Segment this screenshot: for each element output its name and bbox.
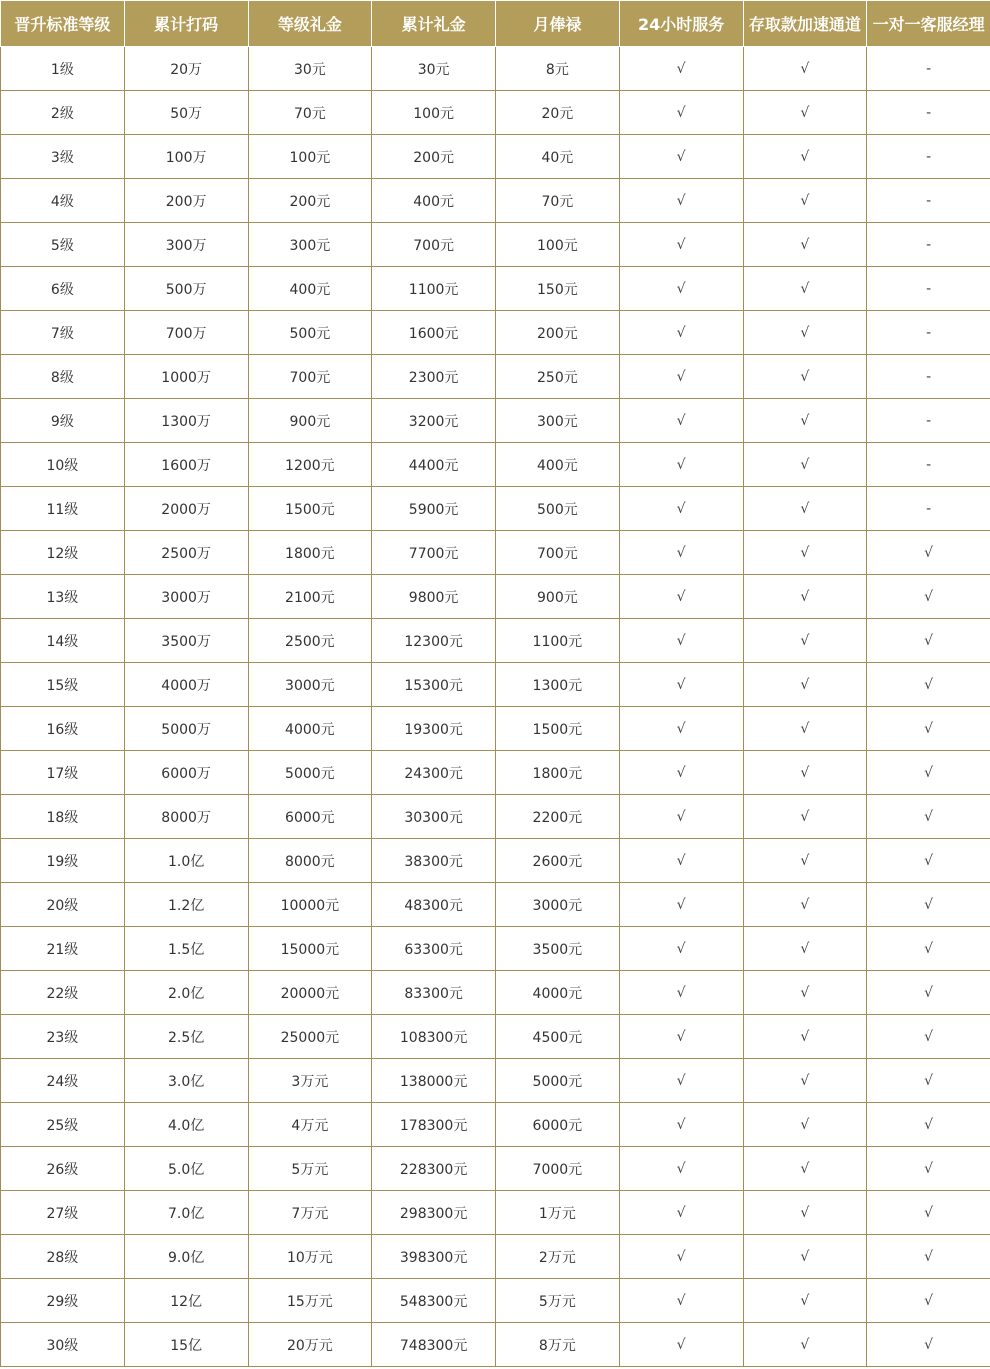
- personal-manager-cell: √: [867, 531, 990, 575]
- cumulative-bet-cell: 9.0亿: [124, 1235, 248, 1279]
- header-fast-channel: 存取款加速通道: [743, 1, 867, 47]
- service-24h-cell: √: [619, 795, 743, 839]
- monthly-salary-cell: 4500元: [496, 1015, 620, 1059]
- level-cell: 12级: [1, 531, 125, 575]
- table-row: [1, 663, 990, 707]
- monthly-salary-cell: 5万元: [496, 1279, 620, 1323]
- service-24h-cell: √: [619, 531, 743, 575]
- level-cell: 28级: [1, 1235, 125, 1279]
- service-24h-cell: √: [619, 707, 743, 751]
- level-cell: 29级: [1, 1279, 125, 1323]
- level-cell: 23级: [1, 1015, 125, 1059]
- level-cell: 13级: [1, 575, 125, 619]
- fast-channel-cell: √: [743, 311, 867, 355]
- level-bonus-cell: 20000元: [248, 971, 372, 1015]
- level-cell: 1级: [1, 47, 125, 91]
- service-24h-cell: √: [619, 1235, 743, 1279]
- cumulative-bet-cell: 5000万: [124, 707, 248, 751]
- cumulative-bet-cell: 3000万: [124, 575, 248, 619]
- fast-channel-cell: √: [743, 399, 867, 443]
- cumulative-bonus-cell: 9800元: [372, 575, 496, 619]
- cumulative-bonus-cell: 19300元: [372, 707, 496, 751]
- level-cell: 3级: [1, 135, 125, 179]
- cumulative-bet-cell: 4000万: [124, 663, 248, 707]
- fast-channel-cell: √: [743, 1059, 867, 1103]
- cumulative-bonus-cell: 748300元: [372, 1323, 496, 1367]
- monthly-salary-cell: 1800元: [496, 751, 620, 795]
- service-24h-cell: √: [619, 839, 743, 883]
- cumulative-bet-cell: 1300万: [124, 399, 248, 443]
- level-bonus-cell: 20万元: [248, 1323, 372, 1367]
- level-bonus-cell: 2500元: [248, 619, 372, 663]
- table-row: [1, 91, 990, 135]
- fast-channel-cell: √: [743, 1191, 867, 1235]
- monthly-salary-cell: 8元: [496, 47, 620, 91]
- service-24h-cell: √: [619, 751, 743, 795]
- level-bonus-cell: 900元: [248, 399, 372, 443]
- monthly-salary-cell: 900元: [496, 575, 620, 619]
- table-row: [1, 311, 990, 355]
- service-24h-cell: √: [619, 619, 743, 663]
- table-row: [1, 1015, 990, 1059]
- monthly-salary-cell: 5000元: [496, 1059, 620, 1103]
- cumulative-bet-cell: 3.0亿: [124, 1059, 248, 1103]
- personal-manager-cell: √: [867, 795, 990, 839]
- level-cell: 16级: [1, 707, 125, 751]
- cumulative-bet-cell: 1.5亿: [124, 927, 248, 971]
- monthly-salary-cell: 4000元: [496, 971, 620, 1015]
- level-cell: 8级: [1, 355, 125, 399]
- service-24h-cell: √: [619, 883, 743, 927]
- level-bonus-cell: 500元: [248, 311, 372, 355]
- fast-channel-cell: √: [743, 487, 867, 531]
- level-cell: 26级: [1, 1147, 125, 1191]
- fast-channel-cell: √: [743, 663, 867, 707]
- level-bonus-cell: 10000元: [248, 883, 372, 927]
- monthly-salary-cell: 100元: [496, 223, 620, 267]
- monthly-salary-cell: 200元: [496, 311, 620, 355]
- fast-channel-cell: √: [743, 971, 867, 1015]
- cumulative-bonus-cell: 5900元: [372, 487, 496, 531]
- level-cell: 17级: [1, 751, 125, 795]
- personal-manager-cell: √: [867, 751, 990, 795]
- personal-manager-cell: √: [867, 883, 990, 927]
- fast-channel-cell: √: [743, 883, 867, 927]
- table-row: [1, 1279, 990, 1323]
- service-24h-cell: √: [619, 179, 743, 223]
- level-bonus-cell: 3万元: [248, 1059, 372, 1103]
- fast-channel-cell: √: [743, 619, 867, 663]
- cumulative-bet-cell: 8000万: [124, 795, 248, 839]
- table-row: [1, 487, 990, 531]
- cumulative-bet-cell: 200万: [124, 179, 248, 223]
- table-row: [1, 355, 990, 399]
- cumulative-bonus-cell: 298300元: [372, 1191, 496, 1235]
- cumulative-bet-cell: 5.0亿: [124, 1147, 248, 1191]
- table-row: [1, 707, 990, 751]
- monthly-salary-cell: 2200元: [496, 795, 620, 839]
- level-cell: 7级: [1, 311, 125, 355]
- cumulative-bonus-cell: 48300元: [372, 883, 496, 927]
- level-bonus-cell: 25000元: [248, 1015, 372, 1059]
- cumulative-bet-cell: 2.5亿: [124, 1015, 248, 1059]
- table-row: [1, 135, 990, 179]
- level-bonus-cell: 15000元: [248, 927, 372, 971]
- cumulative-bet-cell: 100万: [124, 135, 248, 179]
- table-body: [1, 47, 990, 1367]
- table-row: [1, 751, 990, 795]
- level-bonus-cell: 1800元: [248, 531, 372, 575]
- fast-channel-cell: √: [743, 1103, 867, 1147]
- personal-manager-cell: √: [867, 839, 990, 883]
- table-row: [1, 267, 990, 311]
- personal-manager-cell: √: [867, 1323, 990, 1367]
- table-row: [1, 1147, 990, 1191]
- cumulative-bet-cell: 500万: [124, 267, 248, 311]
- header-cumulative-bonus: 累计礼金: [372, 1, 496, 47]
- service-24h-cell: √: [619, 971, 743, 1015]
- cumulative-bet-cell: 2000万: [124, 487, 248, 531]
- personal-manager-cell: √: [867, 1191, 990, 1235]
- personal-manager-cell: √: [867, 619, 990, 663]
- personal-manager-cell: -: [867, 223, 990, 267]
- cumulative-bonus-cell: 12300元: [372, 619, 496, 663]
- cumulative-bet-cell: 4.0亿: [124, 1103, 248, 1147]
- cumulative-bonus-cell: 1100元: [372, 267, 496, 311]
- table-row: [1, 575, 990, 619]
- level-bonus-cell: 4000元: [248, 707, 372, 751]
- level-bonus-cell: 1200元: [248, 443, 372, 487]
- personal-manager-cell: √: [867, 575, 990, 619]
- service-24h-cell: √: [619, 487, 743, 531]
- cumulative-bonus-cell: 4400元: [372, 443, 496, 487]
- service-24h-cell: √: [619, 223, 743, 267]
- cumulative-bet-cell: 2.0亿: [124, 971, 248, 1015]
- level-bonus-cell: 200元: [248, 179, 372, 223]
- personal-manager-cell: √: [867, 707, 990, 751]
- table-row: [1, 399, 990, 443]
- level-cell: 30级: [1, 1323, 125, 1367]
- fast-channel-cell: √: [743, 575, 867, 619]
- monthly-salary-cell: 2600元: [496, 839, 620, 883]
- personal-manager-cell: -: [867, 355, 990, 399]
- level-cell: 4级: [1, 179, 125, 223]
- service-24h-cell: √: [619, 91, 743, 135]
- level-bonus-cell: 15万元: [248, 1279, 372, 1323]
- monthly-salary-cell: 70元: [496, 179, 620, 223]
- cumulative-bonus-cell: 100元: [372, 91, 496, 135]
- monthly-salary-cell: 3500元: [496, 927, 620, 971]
- cumulative-bonus-cell: 398300元: [372, 1235, 496, 1279]
- level-cell: 11级: [1, 487, 125, 531]
- level-bonus-cell: 10万元: [248, 1235, 372, 1279]
- level-cell: 21级: [1, 927, 125, 971]
- level-bonus-cell: 6000元: [248, 795, 372, 839]
- fast-channel-cell: √: [743, 795, 867, 839]
- table-row: [1, 531, 990, 575]
- cumulative-bonus-cell: 200元: [372, 135, 496, 179]
- fast-channel-cell: √: [743, 355, 867, 399]
- personal-manager-cell: √: [867, 1147, 990, 1191]
- level-cell: 6级: [1, 267, 125, 311]
- fast-channel-cell: √: [743, 1147, 867, 1191]
- level-bonus-cell: 8000元: [248, 839, 372, 883]
- level-cell: 2级: [1, 91, 125, 135]
- service-24h-cell: √: [619, 1103, 743, 1147]
- personal-manager-cell: -: [867, 135, 990, 179]
- cumulative-bonus-cell: 228300元: [372, 1147, 496, 1191]
- service-24h-cell: √: [619, 1015, 743, 1059]
- table-row: [1, 1191, 990, 1235]
- level-bonus-cell: 7万元: [248, 1191, 372, 1235]
- monthly-salary-cell: 1500元: [496, 707, 620, 751]
- monthly-salary-cell: 400元: [496, 443, 620, 487]
- monthly-salary-cell: 150元: [496, 267, 620, 311]
- monthly-salary-cell: 500元: [496, 487, 620, 531]
- level-bonus-cell: 400元: [248, 267, 372, 311]
- monthly-salary-cell: 1300元: [496, 663, 620, 707]
- level-bonus-cell: 1500元: [248, 487, 372, 531]
- cumulative-bonus-cell: 1600元: [372, 311, 496, 355]
- monthly-salary-cell: 6000元: [496, 1103, 620, 1147]
- cumulative-bet-cell: 2500万: [124, 531, 248, 575]
- fast-channel-cell: √: [743, 1235, 867, 1279]
- personal-manager-cell: -: [867, 47, 990, 91]
- fast-channel-cell: √: [743, 531, 867, 575]
- header-personal-manager: 一对一客服经理: [867, 1, 990, 47]
- service-24h-cell: √: [619, 1147, 743, 1191]
- service-24h-cell: √: [619, 443, 743, 487]
- monthly-salary-cell: 300元: [496, 399, 620, 443]
- personal-manager-cell: √: [867, 927, 990, 971]
- fast-channel-cell: √: [743, 1015, 867, 1059]
- table-row: [1, 927, 990, 971]
- cumulative-bonus-cell: 700元: [372, 223, 496, 267]
- cumulative-bet-cell: 1.2亿: [124, 883, 248, 927]
- table-row: [1, 443, 990, 487]
- cumulative-bet-cell: 3500万: [124, 619, 248, 663]
- level-cell: 27级: [1, 1191, 125, 1235]
- personal-manager-cell: -: [867, 443, 990, 487]
- level-cell: 25级: [1, 1103, 125, 1147]
- header-cumulative-bet: 累计打码: [124, 1, 248, 47]
- header-level-bonus: 等级礼金: [248, 1, 372, 47]
- cumulative-bonus-cell: 2300元: [372, 355, 496, 399]
- cumulative-bonus-cell: 178300元: [372, 1103, 496, 1147]
- cumulative-bet-cell: 20万: [124, 47, 248, 91]
- fast-channel-cell: √: [743, 443, 867, 487]
- service-24h-cell: √: [619, 927, 743, 971]
- monthly-salary-cell: 1万元: [496, 1191, 620, 1235]
- cumulative-bet-cell: 1000万: [124, 355, 248, 399]
- fast-channel-cell: √: [743, 179, 867, 223]
- service-24h-cell: √: [619, 1323, 743, 1367]
- cumulative-bet-cell: 6000万: [124, 751, 248, 795]
- personal-manager-cell: √: [867, 663, 990, 707]
- cumulative-bonus-cell: 3200元: [372, 399, 496, 443]
- level-cell: 15级: [1, 663, 125, 707]
- level-cell: 14级: [1, 619, 125, 663]
- level-bonus-cell: 5万元: [248, 1147, 372, 1191]
- monthly-salary-cell: 20元: [496, 91, 620, 135]
- personal-manager-cell: √: [867, 1279, 990, 1323]
- fast-channel-cell: √: [743, 751, 867, 795]
- service-24h-cell: √: [619, 355, 743, 399]
- level-bonus-cell: 300元: [248, 223, 372, 267]
- cumulative-bonus-cell: 63300元: [372, 927, 496, 971]
- personal-manager-cell: -: [867, 179, 990, 223]
- cumulative-bet-cell: 1.0亿: [124, 839, 248, 883]
- monthly-salary-cell: 7000元: [496, 1147, 620, 1191]
- level-bonus-cell: 4万元: [248, 1103, 372, 1147]
- fast-channel-cell: √: [743, 1279, 867, 1323]
- level-bonus-cell: 70元: [248, 91, 372, 135]
- cumulative-bonus-cell: 15300元: [372, 663, 496, 707]
- cumulative-bonus-cell: 24300元: [372, 751, 496, 795]
- cumulative-bonus-cell: 548300元: [372, 1279, 496, 1323]
- fast-channel-cell: √: [743, 839, 867, 883]
- level-cell: 24级: [1, 1059, 125, 1103]
- service-24h-cell: √: [619, 663, 743, 707]
- service-24h-cell: √: [619, 47, 743, 91]
- personal-manager-cell: √: [867, 1059, 990, 1103]
- header-monthly-salary: 月俸禄: [496, 1, 620, 47]
- cumulative-bonus-cell: 83300元: [372, 971, 496, 1015]
- table-row: [1, 619, 990, 663]
- fast-channel-cell: √: [743, 91, 867, 135]
- table-header-row: [1, 1, 990, 47]
- service-24h-cell: √: [619, 135, 743, 179]
- level-bonus-cell: 700元: [248, 355, 372, 399]
- fast-channel-cell: √: [743, 135, 867, 179]
- personal-manager-cell: -: [867, 311, 990, 355]
- fast-channel-cell: √: [743, 267, 867, 311]
- cumulative-bonus-cell: 38300元: [372, 839, 496, 883]
- fast-channel-cell: √: [743, 1323, 867, 1367]
- level-bonus-cell: 2100元: [248, 575, 372, 619]
- personal-manager-cell: -: [867, 487, 990, 531]
- personal-manager-cell: -: [867, 267, 990, 311]
- cumulative-bet-cell: 7.0亿: [124, 1191, 248, 1235]
- personal-manager-cell: -: [867, 91, 990, 135]
- service-24h-cell: √: [619, 399, 743, 443]
- level-cell: 10级: [1, 443, 125, 487]
- cumulative-bonus-cell: 138000元: [372, 1059, 496, 1103]
- level-cell: 20级: [1, 883, 125, 927]
- service-24h-cell: √: [619, 1059, 743, 1103]
- personal-manager-cell: √: [867, 1015, 990, 1059]
- personal-manager-cell: √: [867, 1103, 990, 1147]
- table-row: [1, 1323, 990, 1367]
- level-cell: 22级: [1, 971, 125, 1015]
- table-row: [1, 47, 990, 91]
- table-row: [1, 883, 990, 927]
- cumulative-bet-cell: 700万: [124, 311, 248, 355]
- monthly-salary-cell: 700元: [496, 531, 620, 575]
- cumulative-bonus-cell: 30元: [372, 47, 496, 91]
- cumulative-bet-cell: 300万: [124, 223, 248, 267]
- level-bonus-cell: 30元: [248, 47, 372, 91]
- service-24h-cell: √: [619, 311, 743, 355]
- monthly-salary-cell: 1100元: [496, 619, 620, 663]
- personal-manager-cell: √: [867, 971, 990, 1015]
- table-row: [1, 839, 990, 883]
- cumulative-bonus-cell: 108300元: [372, 1015, 496, 1059]
- table-row: [1, 179, 990, 223]
- fast-channel-cell: √: [743, 707, 867, 751]
- header-level: 晋升标准等级: [1, 1, 125, 47]
- level-cell: 18级: [1, 795, 125, 839]
- cumulative-bet-cell: 1600万: [124, 443, 248, 487]
- cumulative-bet-cell: 12亿: [124, 1279, 248, 1323]
- monthly-salary-cell: 250元: [496, 355, 620, 399]
- level-cell: 5级: [1, 223, 125, 267]
- table-row: [1, 1059, 990, 1103]
- level-bonus-cell: 3000元: [248, 663, 372, 707]
- monthly-salary-cell: 3000元: [496, 883, 620, 927]
- cumulative-bet-cell: 15亿: [124, 1323, 248, 1367]
- level-cell: 9级: [1, 399, 125, 443]
- cumulative-bonus-cell: 30300元: [372, 795, 496, 839]
- cumulative-bonus-cell: 400元: [372, 179, 496, 223]
- personal-manager-cell: -: [867, 399, 990, 443]
- monthly-salary-cell: 2万元: [496, 1235, 620, 1279]
- table-row: [1, 971, 990, 1015]
- service-24h-cell: √: [619, 1191, 743, 1235]
- monthly-salary-cell: 40元: [496, 135, 620, 179]
- header-24h-service: 24小时服务: [619, 1, 743, 47]
- table-row: [1, 1103, 990, 1147]
- service-24h-cell: √: [619, 267, 743, 311]
- level-bonus-cell: 5000元: [248, 751, 372, 795]
- service-24h-cell: √: [619, 575, 743, 619]
- fast-channel-cell: √: [743, 927, 867, 971]
- table-row: [1, 223, 990, 267]
- personal-manager-cell: √: [867, 1235, 990, 1279]
- monthly-salary-cell: 8万元: [496, 1323, 620, 1367]
- level-cell: 19级: [1, 839, 125, 883]
- service-24h-cell: √: [619, 1279, 743, 1323]
- table-row: [1, 795, 990, 839]
- fast-channel-cell: √: [743, 223, 867, 267]
- cumulative-bonus-cell: 7700元: [372, 531, 496, 575]
- fast-channel-cell: √: [743, 47, 867, 91]
- table-row: [1, 1235, 990, 1279]
- cumulative-bet-cell: 50万: [124, 91, 248, 135]
- level-bonus-cell: 100元: [248, 135, 372, 179]
